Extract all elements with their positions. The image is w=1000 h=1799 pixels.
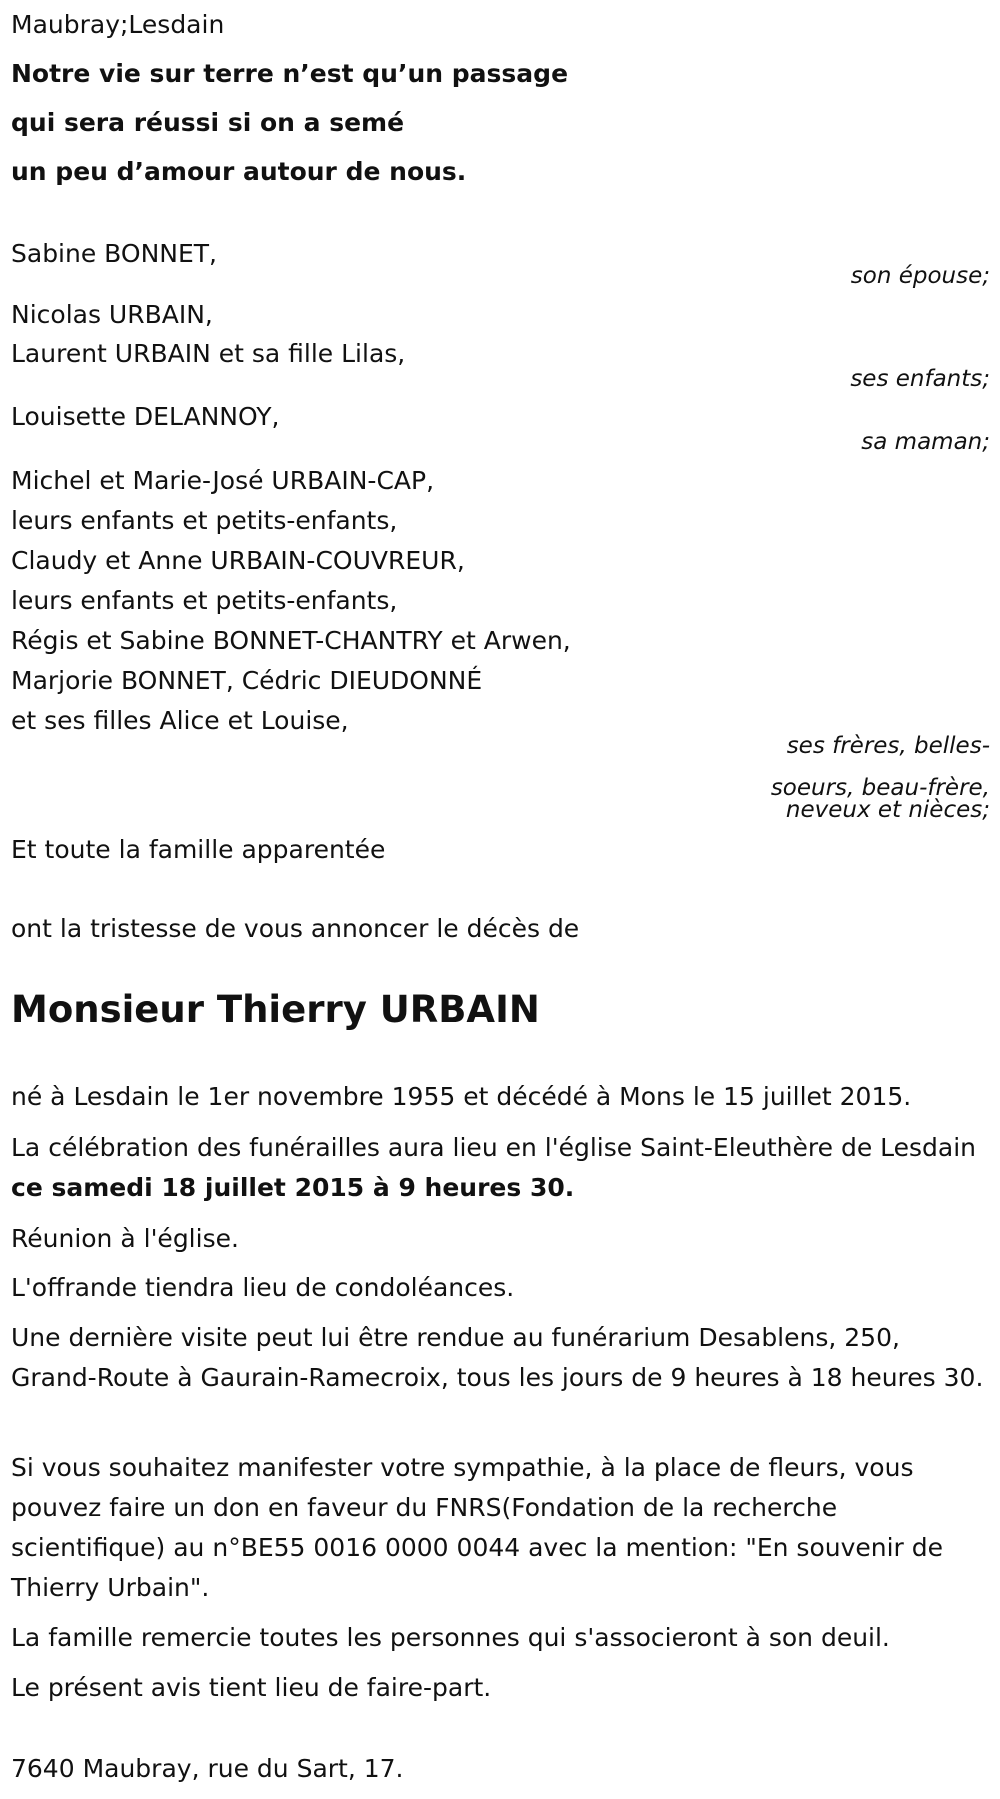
mother-name: Louisette DELANNOY,	[11, 402, 280, 431]
extended-family: Et toute la famille apparentée	[11, 835, 386, 864]
meeting-text: Réunion à l'église.	[11, 1224, 239, 1253]
birth-death-text: né à Lesdain le 1er novembre 1955 et décédé à Mons le 15 juillet 2015.	[11, 1082, 912, 1111]
child-name-2: Laurent URBAIN et sa fille Lilas,	[11, 339, 406, 368]
notice-text: Le présent avis tient lieu de faire-part.	[11, 1673, 492, 1702]
sibling-line-7: et ses filles Alice et Louise,	[11, 706, 349, 735]
child-name-1: Nicolas URBAIN,	[11, 300, 213, 329]
siblings-relation-3: neveux et nièces;	[785, 797, 990, 823]
thanks-text: La famille remercie toutes les personnes qui s'associeront à son deuil.	[11, 1623, 890, 1652]
spouse-name: Sabine BONNET,	[11, 239, 217, 268]
visit-paragraph: Une dernière visite peut lui être rendue au funérarium Desablens, 250, Grand-Route à Gaurain-Ramecroix, tous les jours de 9 heures à 18 heures 30.	[11, 1323, 984, 1392]
location-header: Maubray;Lesdain	[11, 10, 225, 39]
siblings-relation-1: ses frères, belles-	[786, 733, 990, 759]
announcement-intro: ont la tristesse de vous annoncer le décès de	[11, 914, 580, 943]
address-text: 7640 Maubray, rue du Sart, 17.	[11, 1754, 404, 1783]
offering-text: L'offrande tiendra lieu de condoléances.	[11, 1273, 515, 1302]
spouse-relation: son épouse;	[850, 263, 990, 289]
quote-line-1: Notre vie sur terre n’est qu’un passage	[11, 59, 569, 88]
donation-paragraph: Si vous souhaitez manifester votre sympathie, à la place de fleurs, vous pouvez faire un don en faveur du FNRS(Fondation de la recherche scientifique) au n°BE55 0016 0000 0044 avec la mention: "En souvenir de Thierry Urbain".	[11, 1453, 944, 1602]
sibling-line-3: Claudy et Anne URBAIN-COUVREUR,	[11, 546, 465, 575]
funeral-paragraph	[11, 1128, 991, 1208]
funeral-text: La célébration des funérailles aura lieu en l'église Saint-Eleuthère de Lesdain	[11, 1133, 977, 1162]
funeral-date: ce samedi 18 juillet 2015 à 9 heures 30.	[11, 1173, 575, 1202]
quote-line-3: un peu d’amour autour de nous.	[11, 157, 467, 186]
quote-line-2: qui sera réussi si on a semé	[11, 108, 405, 137]
children-relation: ses enfants;	[850, 366, 990, 392]
mother-relation: sa maman;	[861, 429, 990, 455]
sibling-line-4: leurs enfants et petits-enfants,	[11, 586, 398, 615]
sibling-line-2: leurs enfants et petits-enfants,	[11, 506, 398, 535]
sibling-line-6: Marjorie BONNET, Cédric DIEUDONNÉ	[11, 666, 483, 695]
siblings-relation-2: soeurs, beau-frère,	[770, 775, 990, 801]
sibling-line-5: Régis et Sabine BONNET-CHANTRY et Arwen,	[11, 626, 571, 655]
sibling-line-1: Michel et Marie-José URBAIN-CAP,	[11, 466, 435, 495]
deceased-name: Monsieur Thierry URBAIN	[11, 988, 540, 1031]
